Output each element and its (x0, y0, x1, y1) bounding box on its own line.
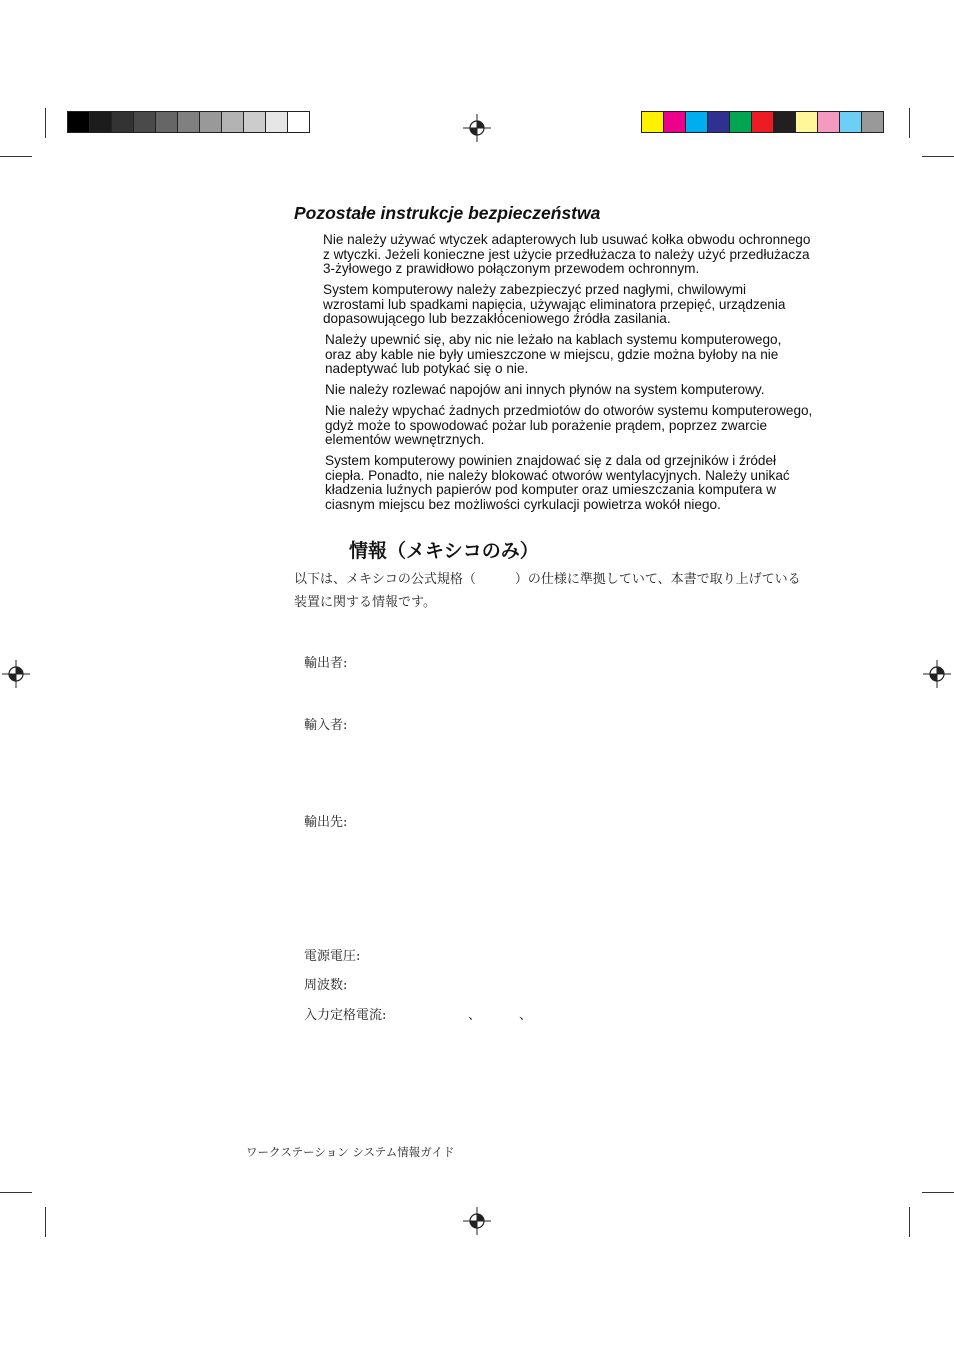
calibration-swatch (222, 112, 244, 132)
calibration-swatch (796, 112, 818, 132)
paragraph-line: elementów wewnętrznych. (325, 432, 485, 448)
crop-mark (45, 108, 46, 138)
voltage-label: 電源電圧: (304, 949, 361, 964)
separator: 、 (519, 1008, 533, 1023)
calibration-swatch (156, 112, 178, 132)
calibration-swatch (664, 112, 686, 132)
paragraph-line: Nie należy wpychać żadnych przedmiotów do otworów systemu komputerowego, (325, 403, 813, 418)
crop-mark (45, 1207, 46, 1237)
color-calibration-bar (641, 111, 884, 133)
paragraph-line: 3-żyłowego z prawidłowo połączonym przewodem ochronnym. (323, 261, 700, 277)
paragraph-line: ciasnym miejscu bez możliwości cyrkulacji powietrza wokół niego. (325, 497, 721, 513)
registration-mark-icon (463, 1207, 491, 1235)
registration-mark-icon (923, 660, 951, 688)
crop-mark (909, 1207, 910, 1237)
registration-mark-icon (2, 660, 30, 688)
paragraph-line: System komputerowy należy zabezpieczyć przed nagłymi, chwilowymi (323, 282, 747, 297)
calibration-swatch (266, 112, 288, 132)
exporter-label: 輸出者: (304, 656, 348, 671)
calibration-swatch (200, 112, 222, 132)
crop-mark (0, 156, 32, 157)
paragraph-line: Należy upewnić się, aby nic nie leżało na kablach systemu komputerowego, (325, 332, 782, 347)
calibration-swatch (112, 112, 134, 132)
destination-label: 輸出先: (304, 815, 348, 830)
paragraph-line: Nie należy rozlewać napojów ani innych płynów na system komputerowy. (325, 382, 765, 397)
calibration-swatch (730, 112, 752, 132)
calibration-swatch (288, 112, 309, 132)
intro-line: 装置に関する情報です。 (294, 595, 436, 610)
section-heading: Pozostałe instrukcje bezpieczeństwa (294, 203, 601, 223)
paragraph-line: dopasowującego lub bezzakłóceniowego źródła zasilania. (323, 311, 671, 327)
crop-mark (909, 108, 910, 138)
crop-mark (922, 156, 954, 157)
separator: 、 (468, 1008, 482, 1023)
safety-paragraph (325, 454, 845, 513)
paragraph-line: wzrostami lub spadkami napięcia, używając eliminatora przepięć, urządzenia (323, 296, 786, 312)
paragraph-line: System komputerowy powinien znajdować się z dala od grzejników i źródeł (325, 453, 777, 468)
frequency-label: 周波数: (304, 978, 348, 993)
calibration-swatch (862, 112, 883, 132)
intro-paragraph (294, 568, 854, 614)
calibration-swatch (686, 112, 708, 132)
grayscale-calibration-bar (67, 111, 310, 133)
calibration-swatch (244, 112, 266, 132)
rated-current-label: 入力定格電流: (304, 1008, 387, 1023)
calibration-swatch (818, 112, 840, 132)
calibration-swatch (134, 112, 156, 132)
paragraph-line: Nie należy używać wtyczek adapterowych lub usuwać kołka obwodu ochronnego (323, 232, 811, 247)
paragraph-line: z wtyczki. Jeżeli konieczne jest użycie przedłużacza to należy użyć przedłużacza (323, 246, 810, 262)
calibration-swatch (840, 112, 862, 132)
calibration-swatch (774, 112, 796, 132)
calibration-swatch (178, 112, 200, 132)
paragraph-line: nadeptywać lub potykać się o nie. (325, 361, 529, 377)
calibration-swatch (90, 112, 112, 132)
registration-mark-icon (463, 114, 491, 142)
safety-paragraph (325, 333, 845, 377)
paragraph-line: oraz aby kable nie były umieszczone w miejscu, gdzie można byłoby na nie (325, 346, 779, 362)
crop-mark (922, 1192, 954, 1193)
calibration-swatch (752, 112, 774, 132)
paragraph-line: gdyż może to spowodować pożar lub porażenie prądem, poprzez zwarcie (325, 417, 768, 433)
importer-label: 輸入者: (304, 718, 348, 733)
paragraph-line: ciepła. Ponadto, nie należy blokować otworów wentylacyjnych. Należy unikać (325, 467, 790, 483)
safety-paragraph (325, 404, 845, 448)
section-heading: 情報（メキシコのみ） (349, 540, 539, 562)
paragraph-line: kładzenia luźnych papierów pod komputer oraz umieszczania komputera w (325, 482, 777, 498)
calibration-swatch (642, 112, 664, 132)
page-footer: ワークステーション システム情報ガイド (246, 1145, 455, 1159)
crop-mark (0, 1192, 32, 1193)
calibration-swatch (68, 112, 90, 132)
intro-line: 以下は、メキシコの公式規格（ ）の仕様に準拠していて、本書で取り上げている (294, 572, 801, 587)
calibration-swatch (708, 112, 730, 132)
safety-paragraph (323, 283, 843, 327)
safety-paragraph (323, 233, 843, 277)
safety-paragraph (325, 383, 845, 398)
